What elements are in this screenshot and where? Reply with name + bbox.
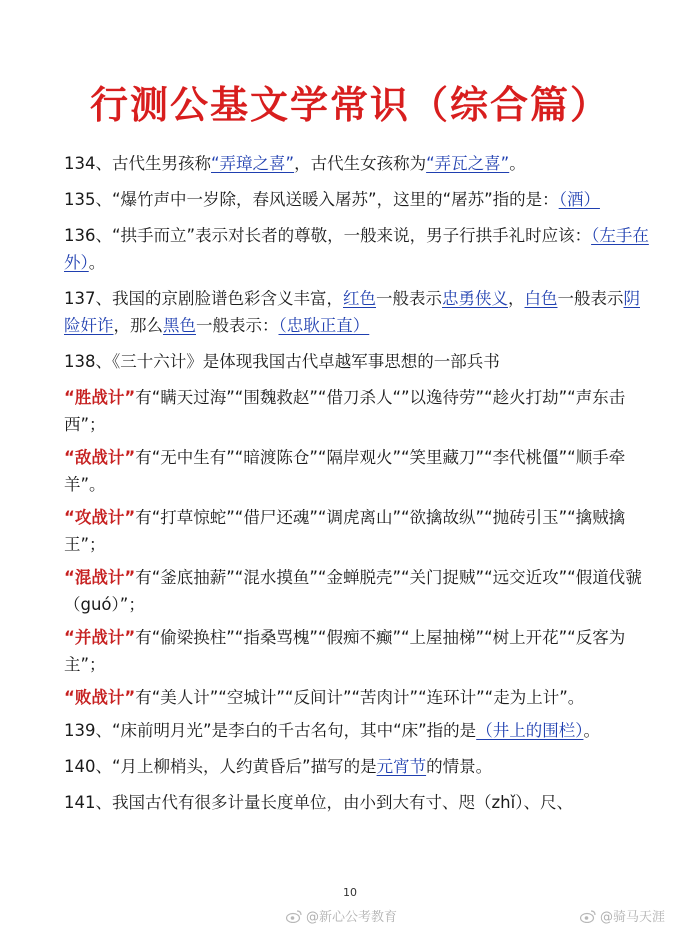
stratagem-list: 有“打草惊蛇”“借尸还魂”“调虎离山”“欲擒故纵”“抛砖引玉”“擒贼擒王”； [64,508,626,554]
stratagem-list: 有“无中生有”“暗渡陈仓”“隔岸观火”“笑里藏刀”“李代桃僵”“顺手牵羊”。 [64,448,626,494]
watermark-text: @骑马天涯 [600,910,666,925]
question-text: 一般表示 [557,289,624,308]
weibo-icon [286,909,302,923]
question-text: 139、“床前明月光”是李白的千古名句，其中“床”指的是 [64,721,477,740]
stratagem-list: 有“釜底抽薪”“混水摸鱼”“金蝉脱壳”“关门捉贼”“远交近攻”“假道伐虢（guó）”； [64,568,642,614]
stratagem-name: “胜战计” [64,388,136,407]
page-number: 10 [343,886,357,899]
answer-text: “弄瓦之喜” [426,154,510,173]
highlight-text: 忠勇侠义 [442,289,508,308]
punctuation: 。 [583,721,600,740]
highlight-text: 黑色 [163,316,196,335]
stratagem-name: “并战计” [64,628,136,647]
stratagem-name: “混战计” [64,568,136,587]
stratagem-group [64,444,654,498]
question-text: ，那么 [113,316,163,335]
stratagem-group [64,564,654,618]
highlight-text: 红色 [343,289,376,308]
stratagem-name: “敌战计” [64,448,136,467]
question-text: ，古代生女孩称为 [294,154,427,173]
question-136 [64,222,654,276]
stratagem-list: 有“偷梁换柱”“指桑骂槐”“假痴不癫”“上屋抽梯”“树上开花”“反客为主”； [64,628,626,674]
stratagem-name: “攻战计” [64,508,136,527]
question-text: 一般表示 [376,289,442,308]
punctuation: ， [508,289,525,308]
question-text: 136、“拱手而立”表示对长者的尊敬，一般来说，男子行拱手礼时应该： [64,226,592,245]
answer-text: （酒） [558,190,600,209]
watermark-right [580,906,665,925]
answer-text: （井上的围栏） [476,721,584,740]
question-138: 138、《三十六计》是体现我国古代卓越军事思想的一部兵书 [64,352,500,371]
question-text: 135、“爆竹声中一岁除，春风送暖入屠苏”，这里的“屠苏”指的是： [64,190,559,209]
weibo-icon [580,909,596,923]
question-139 [64,717,654,744]
answer-text: （左手在外） [64,226,649,272]
punctuation: 。 [509,154,526,173]
stratagem-list: 有“瞒天过海”“围魏救赵”“借刀杀人“”以逸待劳”“趁火打劫”“声东击西”； [64,388,626,434]
punctuation: 。 [88,253,106,272]
stratagem-group [64,504,654,558]
watermark-left [286,906,397,925]
question-text: 一般表示： [196,316,279,335]
question-text: 137、我国的京剧脸谱色彩含义丰富， [64,289,343,308]
answer-text: （忠耿正直） [278,316,370,335]
stratagem-group [64,384,654,438]
watermark-text: @新心公考教育 [306,910,398,925]
question-text: 的情景。 [426,757,493,776]
stratagem-group [64,684,654,711]
question-text: 140、“月上柳梢头，人约黄昏后”描写的是 [64,757,377,776]
question-134 [64,150,654,177]
question-137 [64,285,654,339]
highlight-text: 白色 [524,289,558,308]
highlight-text: 阴险奸诈 [64,289,640,335]
question-text: 134、古代生男孩称 [64,154,211,173]
question-135 [64,186,654,213]
answer-text: 元宵节 [376,757,427,776]
answer-text: “弄璋之喜” [211,154,295,173]
question-140 [64,753,654,780]
page-title: 行测公基文学常识（综合篇） [89,83,610,127]
stratagem-list: 有“美人计”“空城计”“反间计”“苦肉计”“连环计”“走为上计”。 [135,688,585,707]
stratagem-name: “败战计” [64,688,136,707]
question-141: 141、我国古代有很多计量长度单位，由小到大有寸、咫（zhǐ）、尺、 [64,793,573,812]
stratagem-group [64,624,654,678]
document-body [64,150,654,825]
